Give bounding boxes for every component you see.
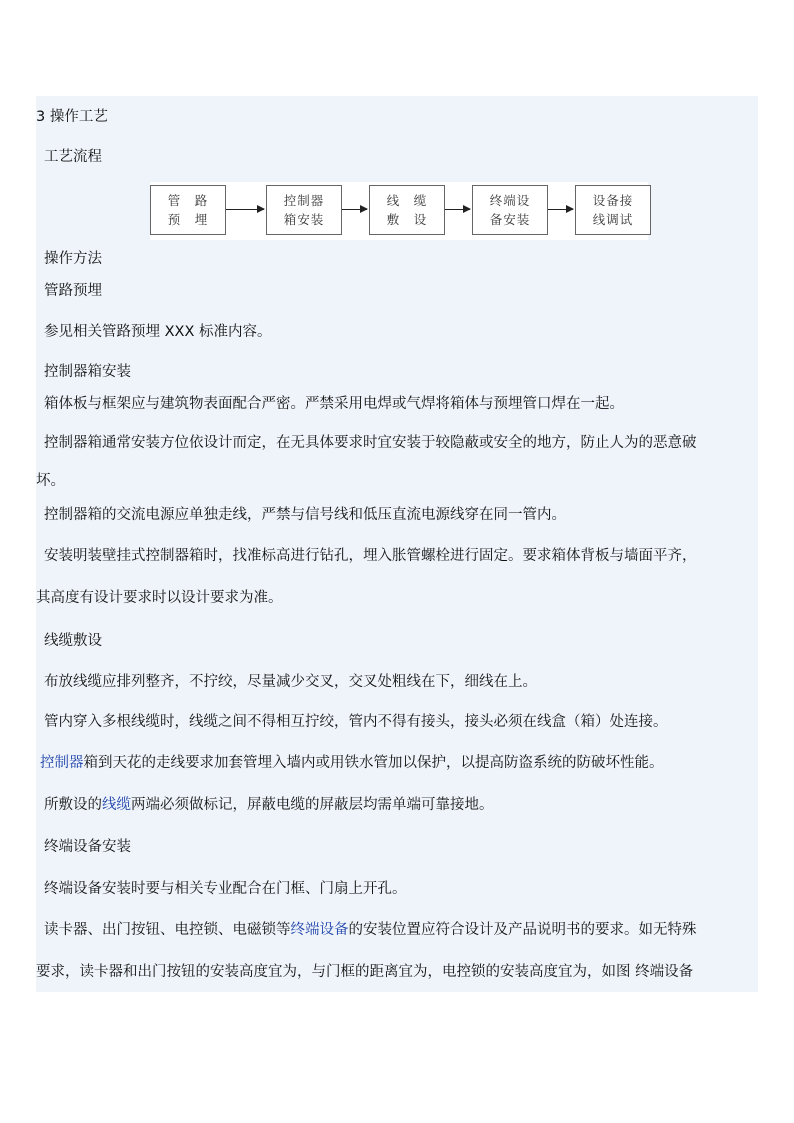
flow-step-pipe bbox=[150, 185, 226, 235]
flow-step-line: 线 缆 bbox=[386, 193, 428, 208]
terminal-paragraph-cont: 要求，读卡器和出门按钮的安装高度宜为，与门框的距离宜为，电控锁的安装高度宜为，如图 终端设备 bbox=[36, 964, 694, 980]
flow-arrow bbox=[342, 209, 367, 210]
paragraph-text: 读卡器、出门按钮、电控锁、电磁锁等 bbox=[44, 922, 291, 938]
terminal-paragraph bbox=[44, 920, 697, 940]
method-heading: 操作方法 bbox=[44, 251, 102, 267]
cable-link[interactable]: 线缆 bbox=[102, 797, 131, 813]
flow-step-line: 箱安装 bbox=[283, 212, 325, 227]
process-heading: 工艺流程 bbox=[44, 149, 102, 165]
flow-arrow bbox=[445, 209, 470, 210]
cable-paragraph: 管内穿入多根线缆时，线缆之间不得相互拧绞，管内不得有接头，接头必须在线盒（箱）处连接。 bbox=[44, 714, 668, 730]
flow-step-cable bbox=[369, 185, 445, 235]
flow-step-line: 敷 设 bbox=[386, 212, 428, 227]
controller-heading: 控制器箱安装 bbox=[44, 364, 131, 380]
flow-step-line: 终端设 bbox=[489, 193, 531, 208]
pipe-text: 参见相关管路预埋 XXX 标准内容。 bbox=[44, 324, 272, 340]
controller-paragraph: 安装明装壁挂式控制器箱时，找准标高进行钻孔，埋入胀管螺栓进行固定。要求箱体背板与墙面平齐， bbox=[44, 548, 697, 564]
terminal-heading: 终端设备安装 bbox=[44, 839, 131, 855]
flow-step-line: 线调试 bbox=[592, 212, 634, 227]
controller-paragraph-cont: 坏。 bbox=[36, 473, 65, 489]
controller-paragraph: 箱体板与框架应与建筑物表面配合严密。严禁采用电焊或气焊将箱体与预埋管口焊在一起。 bbox=[44, 396, 624, 412]
section-heading: 3 操作工艺 bbox=[36, 109, 108, 125]
controller-link[interactable]: 控制器 bbox=[40, 755, 84, 771]
pipe-heading: 管路预埋 bbox=[44, 283, 102, 299]
cable-paragraph bbox=[40, 753, 664, 773]
paragraph-text: 箱到天花的走线要求加套管埋入墙内或用铁水管加以保护，以提高防盗系统的防破坏性能。 bbox=[83, 755, 664, 771]
flow-step-terminal bbox=[472, 185, 548, 235]
controller-paragraph: 控制器箱通常安装方位依设计而定，在无具体要求时宜安装于较隐蔽或安全的地方，防止人为的恶意破 bbox=[44, 435, 697, 451]
controller-paragraph-cont: 其高度有设计要求时以设计要求为准。 bbox=[36, 590, 283, 606]
paragraph-text: 的安装位置应符合设计及产品说明书的要求。如无特殊 bbox=[348, 922, 697, 938]
flow-arrow bbox=[548, 209, 573, 210]
cable-heading: 线缆敷设 bbox=[44, 633, 102, 649]
paragraph-text: 所敷设的 bbox=[44, 797, 102, 813]
flow-step-controller bbox=[266, 185, 342, 235]
flow-step-line: 备安装 bbox=[489, 212, 531, 227]
terminal-device-link[interactable]: 终端设备 bbox=[290, 922, 349, 938]
flow-step-line: 预 埋 bbox=[167, 212, 209, 227]
process-flowchart bbox=[150, 182, 648, 240]
paragraph-text: 两端必须做标记，屏蔽电缆的屏蔽层均需单端可靠接地。 bbox=[131, 797, 494, 813]
cable-paragraph bbox=[44, 795, 494, 815]
controller-paragraph: 控制器箱的交流电源应单独走线，严禁与信号线和低压直流电源线穿在同一管内。 bbox=[44, 507, 566, 523]
flow-step-debug bbox=[575, 185, 651, 235]
terminal-paragraph: 终端设备安装时要与相关专业配合在门框、门扇上开孔。 bbox=[44, 881, 407, 897]
flow-arrow bbox=[226, 209, 264, 210]
cable-paragraph: 布放线缆应排列整齐，不拧绞，尽量减少交叉，交叉处粗线在下，细线在上。 bbox=[44, 674, 537, 690]
flow-step-line: 设备接 bbox=[592, 193, 634, 208]
flow-step-line: 控制器 bbox=[283, 193, 325, 208]
flow-step-line: 管 路 bbox=[167, 193, 209, 208]
